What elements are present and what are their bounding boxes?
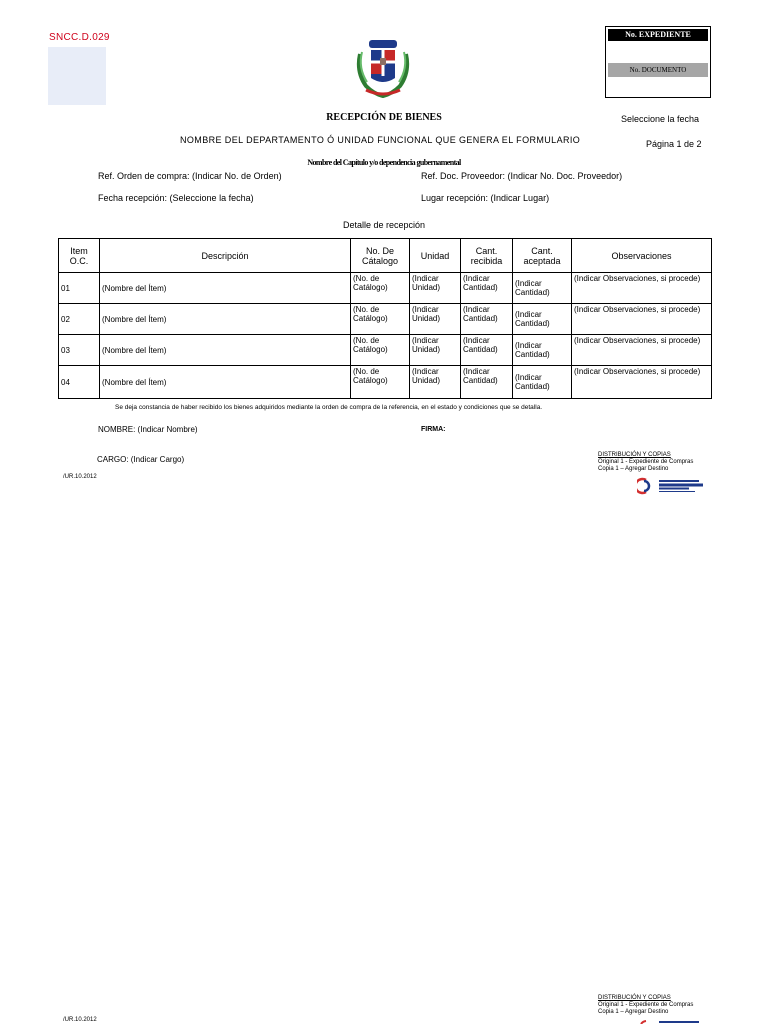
distribution-title: DISTRIBUCIÓN Y COPIAS xyxy=(598,995,671,1001)
cell-observations[interactable]: (Indicar Observaciones, si procede) xyxy=(572,366,712,399)
cell-catalog[interactable]: (No. de Catálogo) xyxy=(351,304,410,335)
cell-description[interactable]: (Nombre del Ítem) xyxy=(100,366,351,399)
date-selector[interactable]: Seleccione la fecha xyxy=(621,114,700,124)
distribution-copies-footer xyxy=(598,995,693,1016)
cell-item[interactable]: 01 xyxy=(59,273,100,304)
table-row xyxy=(59,335,712,366)
header-observations: Observaciones xyxy=(572,239,712,273)
table-row xyxy=(59,304,712,335)
distribution-title: DISTRIBUCIÓN Y COPIAS xyxy=(598,452,671,458)
cell-item[interactable]: 02 xyxy=(59,304,100,335)
header-unit: Unidad xyxy=(410,239,461,273)
page-indicator: Página 1 de 2 xyxy=(646,139,702,149)
department-name: NOMBRE DEL DEPARTAMENTO Ó UNIDAD FUNCIONAL QUE GENERA EL FORMULARIO xyxy=(180,135,581,145)
documento-label: No. DOCUMENTO xyxy=(608,63,708,77)
cell-received[interactable]: (Indicar Cantidad) xyxy=(461,366,513,399)
contrataciones-publicas-logo-icon xyxy=(637,1018,703,1024)
cell-unit[interactable]: (Indicar Unidad) xyxy=(410,304,461,335)
distribution-copy: Copia 1 – Agregar Destino xyxy=(598,1009,669,1015)
cell-description[interactable]: (Nombre del Ítem) xyxy=(100,273,351,304)
reception-table xyxy=(58,238,712,399)
distribution-original: Original 1 - Expediente de Compras xyxy=(598,1002,694,1008)
table-row xyxy=(59,273,712,304)
distribution-copies xyxy=(598,452,693,473)
reception-date[interactable]: Fecha recepción: (Seleccione la fecha) xyxy=(98,193,254,203)
cell-accepted[interactable]: (Indicar Cantidad) xyxy=(513,273,572,304)
cell-description[interactable]: (Nombre del Ítem) xyxy=(100,304,351,335)
cell-unit[interactable]: (Indicar Unidad) xyxy=(410,273,461,304)
table-row xyxy=(59,366,712,399)
distribution-original: Original 1 - Expediente de Compras xyxy=(598,459,694,465)
cell-observations[interactable]: (Indicar Observaciones, si procede) xyxy=(572,304,712,335)
cell-description[interactable]: (Nombre del Ítem) xyxy=(100,335,351,366)
revision-code-footer: /UR.10.2012 xyxy=(63,1017,97,1023)
cell-item[interactable]: 04 xyxy=(59,366,100,399)
cell-accepted[interactable]: (Indicar Cantidad) xyxy=(513,335,572,366)
cell-observations[interactable]: (Indicar Observaciones, si procede) xyxy=(572,273,712,304)
cell-accepted[interactable]: (Indicar Cantidad) xyxy=(513,304,572,335)
cell-received[interactable]: (Indicar Cantidad) xyxy=(461,335,513,366)
distribution-copy: Copia 1 – Agregar Destino xyxy=(598,466,669,472)
chapter-name: Nombre del Capítulo y/o dependencia gubernamental xyxy=(307,158,461,167)
cell-item[interactable]: 03 xyxy=(59,335,100,366)
cell-received[interactable]: (Indicar Cantidad) xyxy=(461,304,513,335)
purchase-order-ref[interactable]: Ref. Orden de compra: (Indicar No. de Orden) xyxy=(98,171,282,181)
signature-label: FIRMA: xyxy=(421,426,446,433)
form-code: SNCC.D.029 xyxy=(49,32,110,43)
cell-catalog[interactable]: (No. de Catálogo) xyxy=(351,273,410,304)
institution-logo-placeholder xyxy=(48,47,106,105)
coat-of-arms-icon xyxy=(352,32,414,102)
contrataciones-publicas-logo-icon xyxy=(637,477,703,495)
revision-code: /UR.10.2012 xyxy=(63,474,97,480)
receipt-statement: Se deja constancia de haber recibido los bienes adquiridos mediante la orden de compra de la referencia, en el estado y condiciones que se detalla. xyxy=(115,404,543,411)
detail-title: Detalle de recepción xyxy=(342,220,426,230)
cell-catalog[interactable]: (No. de Catálogo) xyxy=(351,366,410,399)
header-received: Cant. recibida xyxy=(461,239,513,273)
form-title: RECEPCIÓN DE BIENES xyxy=(326,112,442,123)
cell-accepted[interactable]: (Indicar Cantidad) xyxy=(513,366,572,399)
header-accepted: Cant. aceptada xyxy=(513,239,572,273)
cell-unit[interactable]: (Indicar Unidad) xyxy=(410,335,461,366)
cell-catalog[interactable]: (No. de Catálogo) xyxy=(351,335,410,366)
name-field[interactable]: NOMBRE: (Indicar Nombre) xyxy=(98,425,198,434)
cell-received[interactable]: (Indicar Cantidad) xyxy=(461,273,513,304)
header-catalog: No. De Cátalogo xyxy=(351,239,410,273)
expediente-header: No. EXPEDIENTE xyxy=(608,29,708,41)
table-header-row xyxy=(59,239,712,273)
cell-unit[interactable]: (Indicar Unidad) xyxy=(410,366,461,399)
position-field[interactable]: CARGO: (Indicar Cargo) xyxy=(97,455,185,464)
header-item: Item O.C. xyxy=(59,239,100,273)
header-description: Descripción xyxy=(100,239,351,273)
reception-place[interactable]: Lugar recepción: (Indicar Lugar) xyxy=(421,193,550,203)
expediente-box xyxy=(605,26,711,98)
supplier-doc-ref[interactable]: Ref. Doc. Proveedor: (Indicar No. Doc. Proveedor) xyxy=(421,171,623,181)
cell-observations[interactable]: (Indicar Observaciones, si procede) xyxy=(572,335,712,366)
